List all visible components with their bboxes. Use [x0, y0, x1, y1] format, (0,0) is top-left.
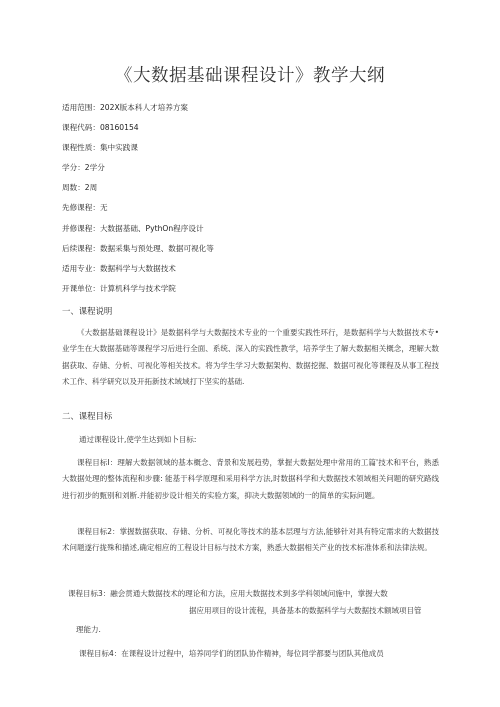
objective-4-line-1: 课程目标4：在课程设计过程中，培养同学们的团队协作精神，每位同学都要与团队其他成员 [79, 649, 384, 658]
objective-3-line-2: 据应用项目的设计流程，具备基本的数据科学与大数据技术额域项目管 [189, 606, 422, 615]
meta-value: 集中实践课 [99, 143, 138, 153]
meta-label: 先修课程 [62, 203, 93, 213]
meta-corequisites: 并修课程：大数据基础、PythOn程序设计 [62, 223, 204, 233]
document-title: 《大数据基础课程设计》教学大纲 [115, 66, 385, 86]
meta-value: 无 [99, 203, 108, 213]
meta-course-nature: 课程性质：集中实践课 [62, 143, 138, 153]
meta-label: 并修课程 [62, 223, 93, 233]
meta-value: 大数据基础、PythOn程序设计 [99, 223, 204, 233]
meta-label: 学分 [62, 163, 78, 173]
meta-label: 适用范围 [62, 103, 93, 112]
section-heading-course-objectives: 二、课程目标 [62, 411, 113, 421]
meta-value: 数据科学与大数据技术 [99, 263, 176, 273]
meta-value: 计算机科学与技术学院 [99, 283, 176, 293]
meta-label: 后续课程 [62, 243, 93, 253]
meta-label: 课程代码 [62, 123, 93, 133]
meta-value: 202X版本科人才培养方案 [99, 103, 189, 112]
meta-label: 周数 [62, 183, 78, 193]
meta-follow-up-courses: 后续课程：数据采集与预处理、数据可视化等 [62, 243, 214, 253]
meta-value: 数据采集与预处理、数据可视化等 [99, 243, 214, 253]
objective-3-line-3: 理能力. [76, 625, 101, 634]
course-description-paragraph: 《大数据基础课程设计》是数据科学与大数据技术专业的一个重要实践性环行，是数据科学与大数据技术专•业学生在大数据基础等课程学习后进行全面、系统、深入的实践性教学，培养学生了解大数据相关概念，理解大数据获取、存储、分析、可视化等相关技术。将为学生学习大数据架构、数据挖掘、数据可视化等课程及从事工程技术工作、科学研究以及开拓新技术域域打下坚实的基础. [62, 328, 439, 386]
meta-course-code: 课程代码：08160154 [62, 123, 139, 133]
meta-weeks: 周数：2周 [62, 183, 98, 193]
meta-value: 2周 [84, 183, 98, 193]
section-heading-course-description: 一、课程说明 [62, 306, 113, 316]
meta-credits: 学分：2学分 [62, 163, 105, 173]
objective-3-line-1: 课程目标3：融会贯通大数据技术的理论和方法，应用大数据技术到多学科领域问施中，掌握大数 [68, 589, 388, 598]
course-meta-list [62, 103, 214, 304]
meta-department: 开课单位：计算机科学与技术学院 [62, 283, 176, 293]
objectives-intro: 通过课程设计,使学生达到如卜目标: [79, 435, 197, 444]
meta-major: 适用专业：数据科学与大数据技术 [62, 263, 176, 273]
meta-value: 08160154 [99, 123, 139, 133]
meta-label: 开课单位 [62, 283, 93, 293]
meta-scope: 适用范围：202X版本科人才培养方案 [62, 103, 189, 112]
meta-label: 适用专业 [62, 263, 93, 273]
meta-prerequisites: 先修课程：无 [62, 203, 108, 213]
meta-label: 课程性质 [62, 143, 93, 153]
meta-value: 2学分 [84, 163, 105, 173]
objective-1-paragraph: 课程目标I：理解大数据领域的基本概念、背景和发展趋势，掌握大数据处理中常用的工篇'技术和平台，熟悉大数据处理的整体流程和步骤: 能基于科学原理和采用科学方法,时数据科学和大数据技术领域相关问题的研究路线进行初步的甄别和刘断.并能初步设计相关的实验方案，抑决大数据领域的一的简单的实际问题。 [62, 458, 439, 500]
objective-2-paragraph: 课程目标2：掌握数据获取、存储、分析、可视化等技术的基本层理与方法,能够针对具有特定需求的大数据技术问题遂行拢殊和描述,确定相应的工程设计目标与技术方案，熟悉大数据相关产业的技术标准体系和法律法规。 [62, 527, 439, 553]
